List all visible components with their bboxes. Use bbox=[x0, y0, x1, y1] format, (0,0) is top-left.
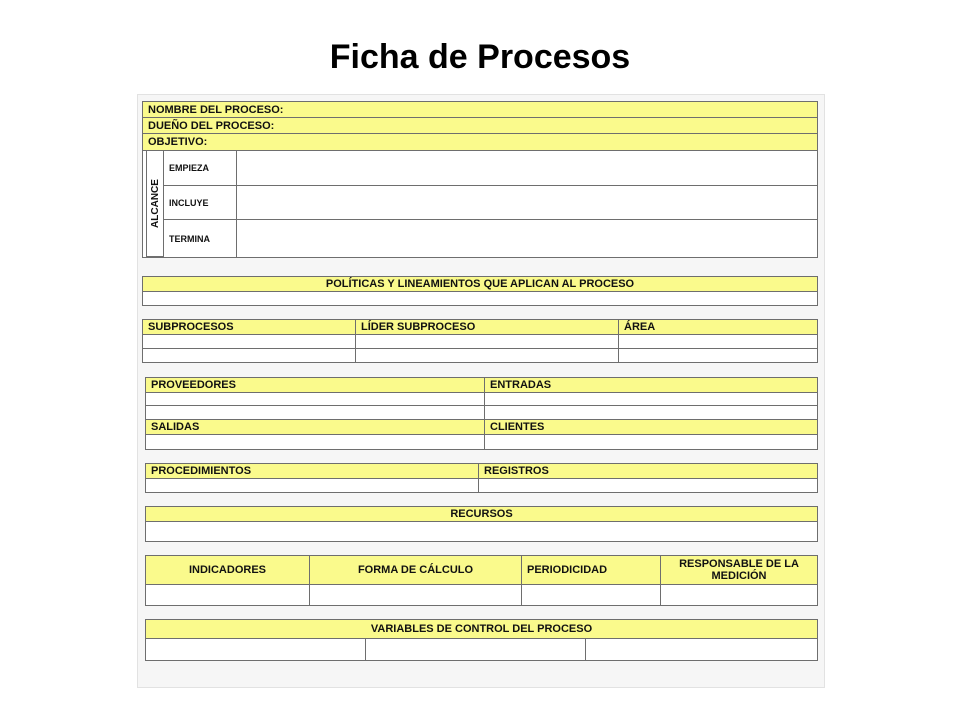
variables-cell[interactable] bbox=[365, 638, 586, 661]
proveedores-header: PROVEEDORES bbox=[145, 377, 485, 393]
salidas-header: SALIDAS bbox=[145, 419, 485, 435]
politicas-input-row bbox=[142, 291, 818, 306]
procedimientos-cell[interactable] bbox=[145, 478, 479, 493]
area-cell[interactable] bbox=[618, 334, 818, 349]
responsable-medicion-cell[interactable] bbox=[660, 584, 818, 606]
variables-header: VARIABLES DE CONTROL DEL PROCESO bbox=[145, 619, 818, 639]
alcance-termina-input[interactable] bbox=[236, 219, 818, 258]
row-objetivo bbox=[142, 133, 818, 151]
proveedores-cell[interactable] bbox=[145, 392, 485, 406]
entradas-cell[interactable] bbox=[484, 405, 818, 420]
field-objetivo[interactable]: OBJETIVO: bbox=[142, 133, 818, 151]
alcance-empieza-label: EMPIEZA bbox=[163, 150, 237, 186]
alcance-termina-label: TERMINA bbox=[163, 219, 237, 258]
subprocesos-row-1 bbox=[142, 334, 818, 349]
politicas-input[interactable] bbox=[142, 291, 818, 306]
recursos-header-row bbox=[145, 506, 818, 522]
forma-calculo-cell[interactable] bbox=[309, 584, 522, 606]
procedimientos-row-1 bbox=[145, 478, 818, 493]
lider-subproceso-cell[interactable] bbox=[355, 348, 619, 363]
alcance-empieza-input[interactable] bbox=[236, 150, 818, 186]
variables-cell[interactable] bbox=[585, 638, 818, 661]
salidas-header-row bbox=[145, 419, 818, 435]
row-dueno bbox=[142, 117, 818, 134]
proveedores-row-1 bbox=[145, 392, 818, 406]
lider-subproceso-header: LÍDER SUBPROCESO bbox=[355, 319, 619, 335]
subprocesos-header-row bbox=[142, 319, 818, 335]
recursos-header: RECURSOS bbox=[145, 506, 818, 522]
alcance-incluye-label: INCLUYE bbox=[163, 185, 237, 220]
recursos-input-row bbox=[145, 521, 818, 542]
periodicidad-cell[interactable] bbox=[521, 584, 661, 606]
entradas-cell[interactable] bbox=[484, 392, 818, 406]
politicas-header: POLÍTICAS Y LINEAMIENTOS QUE APLICAN AL PROCESO bbox=[142, 276, 818, 292]
page-title: Ficha de Procesos bbox=[329, 38, 631, 76]
proveedores-header-row bbox=[145, 377, 818, 393]
lider-subproceso-cell[interactable] bbox=[355, 334, 619, 349]
area-cell[interactable] bbox=[618, 348, 818, 363]
indicadores-row-1 bbox=[145, 584, 818, 606]
field-nombre-proceso[interactable]: NOMBRE DEL PROCESO: bbox=[142, 101, 818, 118]
alcance-label: ALCANCE bbox=[146, 150, 164, 257]
clientes-cell[interactable] bbox=[484, 434, 818, 450]
politicas-header-row bbox=[142, 276, 818, 292]
variables-header-row bbox=[145, 619, 818, 639]
alcance-row-termina bbox=[163, 219, 818, 258]
registros-header: REGISTROS bbox=[478, 463, 818, 479]
procedimientos-header-row bbox=[145, 463, 818, 479]
proveedores-row-2 bbox=[145, 405, 818, 420]
procedimientos-header: PROCEDIMIENTOS bbox=[145, 463, 479, 479]
periodicidad-header: PERIODICIDAD bbox=[521, 555, 661, 585]
row-nombre bbox=[142, 101, 818, 118]
variables-input-row bbox=[145, 638, 818, 661]
entradas-header: ENTRADAS bbox=[484, 377, 818, 393]
subprocesos-row-2 bbox=[142, 348, 818, 363]
clientes-header: CLIENTES bbox=[484, 419, 818, 435]
proveedores-cell[interactable] bbox=[145, 405, 485, 420]
subprocesos-cell[interactable] bbox=[142, 334, 356, 349]
alcance-row-incluye bbox=[163, 185, 818, 220]
indicadores-header-row bbox=[145, 555, 818, 585]
indicadores-header: INDICADORES bbox=[145, 555, 310, 585]
alcance-row-empieza bbox=[163, 150, 818, 186]
alcance-incluye-input[interactable] bbox=[236, 185, 818, 220]
subprocesos-cell[interactable] bbox=[142, 348, 356, 363]
forma-calculo-header: FORMA DE CÁLCULO bbox=[309, 555, 522, 585]
registros-cell[interactable] bbox=[478, 478, 818, 493]
subprocesos-header: SUBPROCESOS bbox=[142, 319, 356, 335]
field-dueno-proceso[interactable]: DUEÑO DEL PROCESO: bbox=[142, 117, 818, 134]
responsable-medicion-header: RESPONSABLE DE LA MEDICIÓN bbox=[660, 555, 818, 585]
salidas-row-1 bbox=[145, 434, 818, 450]
indicadores-cell[interactable] bbox=[145, 584, 310, 606]
recursos-input[interactable] bbox=[145, 521, 818, 542]
salidas-cell[interactable] bbox=[145, 434, 485, 450]
area-header: ÁREA bbox=[618, 319, 818, 335]
variables-cell[interactable] bbox=[145, 638, 366, 661]
